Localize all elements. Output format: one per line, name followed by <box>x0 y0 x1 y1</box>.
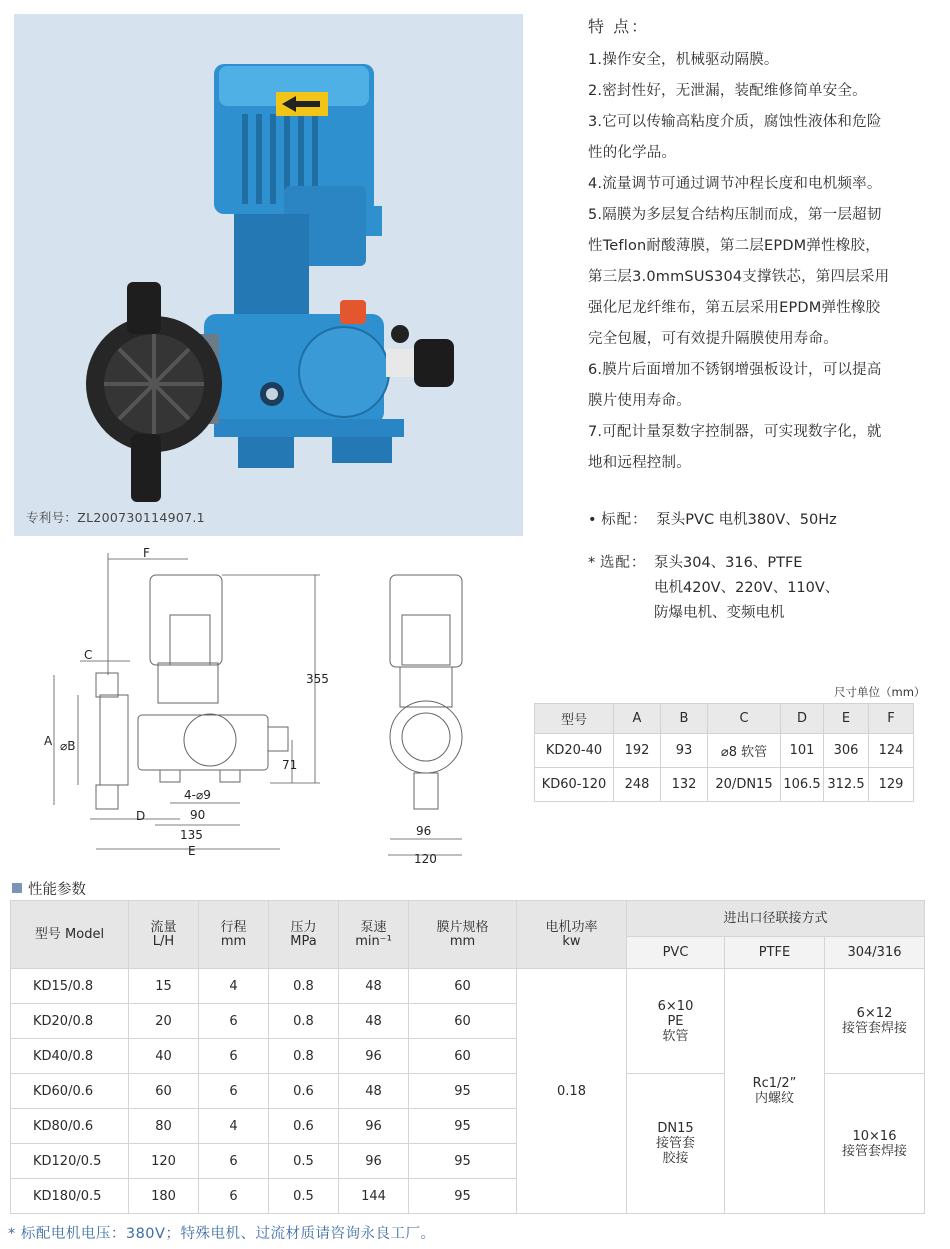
header-cell: C <box>708 704 781 734</box>
table-cell: KD20-40 <box>535 734 614 768</box>
performance-heading-text: 性能参数 <box>28 882 86 898</box>
optional-line: 电机420V、220V、110V、 <box>654 580 840 596</box>
table-cell: KD60-120 <box>535 768 614 802</box>
feature-line: 5.隔膜为多层复合结构压制而成，第一层超韧 <box>588 207 882 223</box>
header-model: 型号 Model <box>11 901 129 969</box>
feature-line: 4.流量调节可通过调节冲程长度和电机频率。 <box>588 176 882 192</box>
performance-heading <box>12 878 86 899</box>
table-cell: 80 <box>129 1109 199 1144</box>
table-cell: 106.5 <box>781 768 824 802</box>
table-cell: 4 <box>199 1109 269 1144</box>
dim-label-71: 71 <box>282 758 298 772</box>
header-unit: mm <box>449 933 476 949</box>
table-cell: 20/DN15 <box>708 768 781 802</box>
table-row <box>535 768 914 802</box>
header-text: 电机功率 <box>545 919 598 935</box>
bullet: * <box>588 555 596 571</box>
table-cell: 0.6 <box>269 1074 339 1109</box>
header-cell: 型号 <box>535 704 614 734</box>
table-cell: 144 <box>339 1179 409 1214</box>
table-cell: 60 <box>409 969 517 1004</box>
cell-line: 6×10 <box>657 998 694 1014</box>
feature-line: 性Teflon耐酸薄膜，第二层EPDM弹性橡胶， <box>588 238 880 254</box>
cell-line: Rc1/2” <box>752 1076 797 1091</box>
header-flow <box>129 901 199 969</box>
pvc-cell <box>627 969 725 1074</box>
table-cell: 6 <box>199 1144 269 1179</box>
cell-line: 接管套焊接 <box>841 1021 907 1036</box>
header-cell: A <box>614 704 661 734</box>
header-unit: kw <box>562 933 581 949</box>
table-cell: 0.6 <box>269 1109 339 1144</box>
table-cell: 192 <box>614 734 661 768</box>
table-cell: 6 <box>199 1179 269 1214</box>
ss-cell <box>825 1074 925 1214</box>
table-cell: 0.8 <box>269 1004 339 1039</box>
table-cell: 0.5 <box>269 1144 339 1179</box>
cell-line: 接管套焊接 <box>841 1143 907 1159</box>
dim-label-96: 96 <box>416 824 432 838</box>
metering-pump-illustration <box>14 14 523 536</box>
table-cell: 95 <box>409 1144 517 1179</box>
table-cell: 95 <box>409 1074 517 1109</box>
dim-label-c: C <box>84 648 93 662</box>
header-ss: 304/316 <box>825 937 925 969</box>
feature-line: 3.它可以传输高粘度介质，腐蚀性液体和危险 <box>588 114 882 130</box>
features-section <box>588 10 933 479</box>
table-cell: 306 <box>824 734 869 768</box>
table-cell: 124 <box>869 734 914 768</box>
dim-label-holes: 4-⌀9 <box>184 788 211 802</box>
header-unit: min⁻¹ <box>355 933 392 949</box>
table-cell: 4 <box>199 969 269 1004</box>
dim-label-90: 90 <box>190 808 206 822</box>
optional-line: 泵头304、316、PTFE <box>654 555 803 571</box>
table-cell: 132 <box>661 768 708 802</box>
dim-label-120: 120 <box>414 852 437 865</box>
table-cell: 0.8 <box>269 1039 339 1074</box>
table-row <box>11 969 925 1004</box>
table-cell: 120 <box>129 1144 199 1179</box>
standard-config <box>588 508 837 529</box>
header-connection: 进出口径联接方式 <box>627 901 925 937</box>
header-motor <box>517 901 627 969</box>
header-pvc: PVC <box>627 937 725 969</box>
table-cell: 93 <box>661 734 708 768</box>
table-cell: 312.5 <box>824 768 869 802</box>
dim-label-355: 355 <box>306 672 329 686</box>
header-text: 行程 <box>220 919 247 935</box>
header-unit: L/H <box>152 933 175 949</box>
table-cell: KD15/0.8 <box>11 969 129 1004</box>
cell-line: 接管套 <box>655 1136 695 1151</box>
dim-label-d: D <box>136 809 146 823</box>
header-cell: F <box>869 704 914 734</box>
standard-value: 泵头PVC 电机380V、50Hz <box>656 512 837 528</box>
cell-line: 软管 <box>662 1028 689 1044</box>
table-cell: 48 <box>339 969 409 1004</box>
header-text: 流量 <box>150 919 177 935</box>
dimensions-table <box>534 703 914 802</box>
table-cell: KD20/0.8 <box>11 1004 129 1039</box>
table-cell: ⌀8 软管 <box>708 734 781 768</box>
ss-cell <box>825 969 925 1074</box>
features-title: 特 点： <box>588 17 650 36</box>
patent-number: 专利号：ZL200730114907.1 <box>26 510 205 525</box>
header-unit: mm <box>220 933 247 949</box>
table-cell: KD80/0.6 <box>11 1109 129 1144</box>
table-cell: 6 <box>199 1039 269 1074</box>
header-cell: D <box>781 704 824 734</box>
dim-label-135: 135 <box>180 828 203 842</box>
ptfe-cell <box>725 969 825 1214</box>
table-cell: KD60/0.6 <box>11 1074 129 1109</box>
standard-label: 标配： <box>601 512 648 528</box>
table-cell: 95 <box>409 1109 517 1144</box>
pvc-cell <box>627 1074 725 1214</box>
table-cell: 0.8 <box>269 969 339 1004</box>
table-cell: KD120/0.5 <box>11 1144 129 1179</box>
table-cell: 6 <box>199 1004 269 1039</box>
cell-line: 10×16 <box>852 1128 897 1144</box>
dimension-unit-note: 尺寸单位（mm） <box>834 685 926 699</box>
cell-line: PE <box>667 1013 684 1029</box>
table-cell: 180 <box>129 1179 199 1214</box>
optional-line: 防爆电机、变频电机 <box>654 605 785 621</box>
optional-config <box>588 551 646 572</box>
feature-line: 地和远程控制。 <box>588 455 691 471</box>
header-unit: MPa <box>290 933 317 949</box>
table-cell: 60 <box>129 1074 199 1109</box>
cell-line: 胶接 <box>662 1151 689 1166</box>
table-cell: 248 <box>614 768 661 802</box>
table-cell: 96 <box>339 1039 409 1074</box>
table-cell: 101 <box>781 734 824 768</box>
header-speed <box>339 901 409 969</box>
feature-line: 性的化学品。 <box>588 145 677 161</box>
table-header-row <box>11 901 925 937</box>
header-text: 泵速 <box>360 919 387 935</box>
table-row <box>535 734 914 768</box>
header-stroke <box>199 901 269 969</box>
table-cell: 40 <box>129 1039 199 1074</box>
table-cell: 60 <box>409 1039 517 1074</box>
optional-label: 选配： <box>599 555 647 571</box>
table-cell: KD40/0.8 <box>11 1039 129 1074</box>
feature-line: 1.操作安全，机械驱动隔膜。 <box>588 52 779 68</box>
feature-line: 7.可配计量泵数字控制器，可实现数字化，就 <box>588 424 882 440</box>
table-cell: 48 <box>339 1004 409 1039</box>
dim-label-f: F <box>143 546 150 560</box>
cell-line: DN15 <box>657 1121 694 1136</box>
table-cell: 15 <box>129 969 199 1004</box>
dim-label-a: A <box>44 734 53 748</box>
header-diaphragm <box>409 901 517 969</box>
heading-square-icon <box>12 883 22 893</box>
footnote: * 标配电机电压：380V；特殊电机、过流材质请咨询永良工厂。 <box>8 1226 436 1242</box>
header-pressure <box>269 901 339 969</box>
table-cell: 96 <box>339 1109 409 1144</box>
table-cell: 60 <box>409 1004 517 1039</box>
table-cell: 6 <box>199 1074 269 1109</box>
performance-table <box>10 900 925 1214</box>
feature-line: 强化尼龙纤维布，第五层采用EPDM弹性橡胶 <box>588 300 881 316</box>
header-cell: B <box>661 704 708 734</box>
table-cell: 20 <box>129 1004 199 1039</box>
feature-line: 2.密封性好，无泄漏，装配维修简单安全。 <box>588 83 867 99</box>
feature-line: 第三层3.0mmSUS304支撑铁芯，第四层采用 <box>588 269 890 285</box>
feature-line: 6.膜片后面增加不锈钢增强板设计，可以提高 <box>588 362 882 378</box>
table-cell: 48 <box>339 1074 409 1109</box>
table-cell: KD180/0.5 <box>11 1179 129 1214</box>
table-cell: 0.5 <box>269 1179 339 1214</box>
table-cell: 96 <box>339 1144 409 1179</box>
dim-label-b: ⌀B <box>60 739 76 753</box>
cell-line: 内螺纹 <box>754 1091 794 1106</box>
motor-power-cell: 0.18 <box>517 969 627 1214</box>
header-ptfe: PTFE <box>725 937 825 969</box>
product-photo <box>14 14 523 536</box>
cell-line: 6×12 <box>856 1006 893 1021</box>
header-cell: E <box>824 704 869 734</box>
dimension-drawing <box>30 545 530 865</box>
feature-line: 膜片使用寿命。 <box>588 393 691 409</box>
feature-line: 完全包履，可有效提升隔膜使用寿命。 <box>588 331 838 347</box>
bullet: • <box>588 512 597 528</box>
table-header-row <box>535 704 914 734</box>
table-cell: 129 <box>869 768 914 802</box>
dim-label-e: E <box>188 844 196 858</box>
header-text: 膜片规格 <box>436 919 489 935</box>
table-cell: 95 <box>409 1179 517 1214</box>
header-text: 压力 <box>290 919 317 935</box>
